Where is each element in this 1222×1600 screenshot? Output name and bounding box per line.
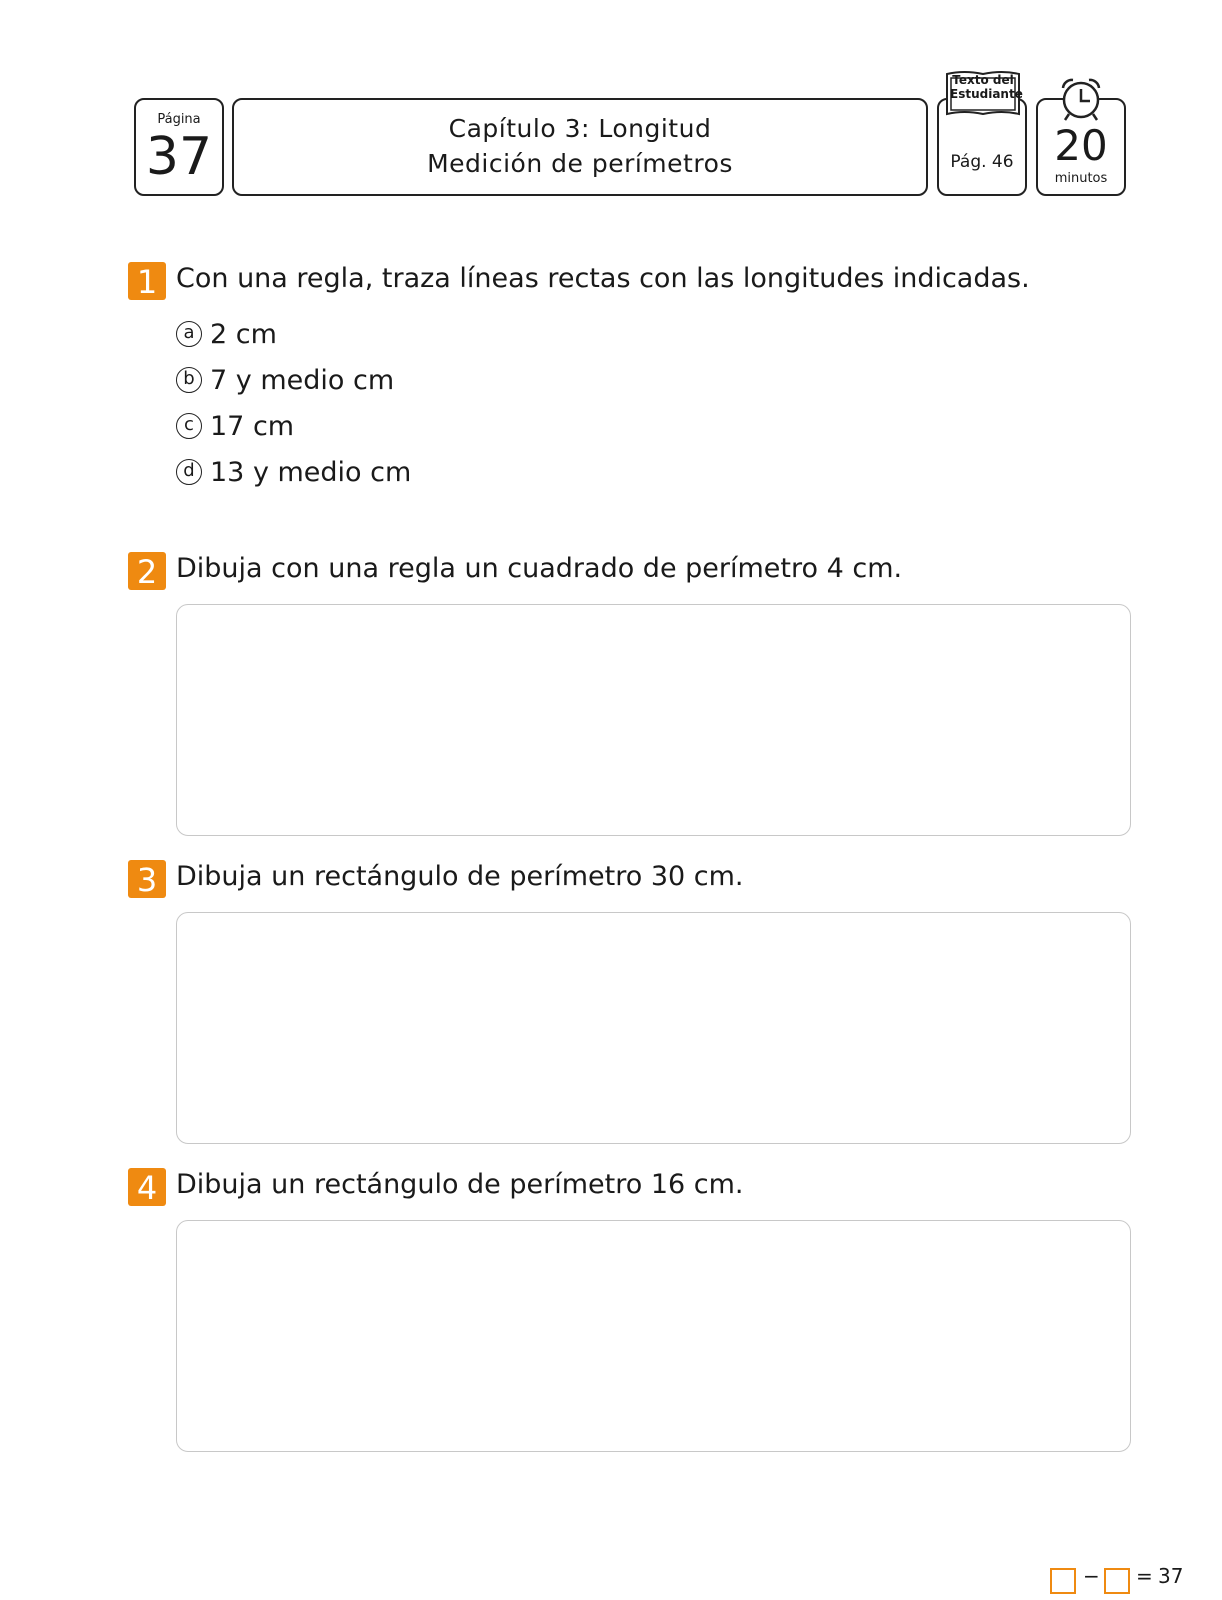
textbook-page: Pág. 46 — [950, 152, 1014, 172]
option-a — [176, 318, 277, 350]
page-number: 37 — [145, 127, 213, 187]
option-letter: c — [176, 413, 202, 439]
chapter-title-box — [232, 98, 928, 196]
footer-result: 37 — [1158, 1564, 1184, 1588]
question-number-1: 1 — [128, 262, 166, 300]
footer-minus: − — [1083, 1564, 1100, 1588]
option-text: 17 cm — [210, 410, 295, 442]
book-icon — [944, 70, 1022, 118]
option-text: 2 cm — [210, 318, 277, 350]
answer-area-3[interactable] — [176, 912, 1131, 1144]
question-number-2: 2 — [128, 552, 166, 590]
option-text: 13 y medio cm — [210, 456, 412, 488]
answer-area-4[interactable] — [176, 1220, 1131, 1452]
option-text: 7 y medio cm — [210, 364, 395, 396]
page-label: Página — [157, 112, 201, 127]
question-text-3: Dibuja un rectángulo de perímetro 30 cm. — [176, 861, 744, 892]
alarm-clock-icon — [1054, 74, 1108, 124]
option-letter: a — [176, 321, 202, 347]
question-text-2: Dibuja con una regla un cuadrado de perímetro 4 cm. — [176, 553, 903, 584]
option-b — [176, 364, 394, 396]
question-number-4: 4 — [128, 1168, 166, 1206]
option-d — [176, 456, 411, 488]
topic-title: Medición de perímetros — [427, 149, 733, 178]
time-unit: minutos — [1054, 171, 1108, 186]
question-text-1: Con una regla, traza líneas rectas con las longitudes indicadas. — [176, 263, 1030, 294]
option-letter: d — [176, 459, 202, 485]
time-value: 20 — [1054, 121, 1108, 170]
question-number-3: 3 — [128, 860, 166, 898]
chapter-title: Capítulo 3: Longitud — [448, 114, 712, 143]
option-letter: b — [176, 367, 202, 393]
answer-area-2[interactable] — [176, 604, 1131, 836]
page-number-box — [134, 98, 224, 196]
footer-blank-box-1 — [1050, 1568, 1076, 1594]
footer-equals: = — [1136, 1564, 1153, 1588]
footer-blank-box-2 — [1104, 1568, 1130, 1594]
question-text-4: Dibuja un rectángulo de perímetro 16 cm. — [176, 1169, 744, 1200]
option-c — [176, 410, 294, 442]
textbook-label: Texto del Estudiante — [950, 73, 1023, 101]
